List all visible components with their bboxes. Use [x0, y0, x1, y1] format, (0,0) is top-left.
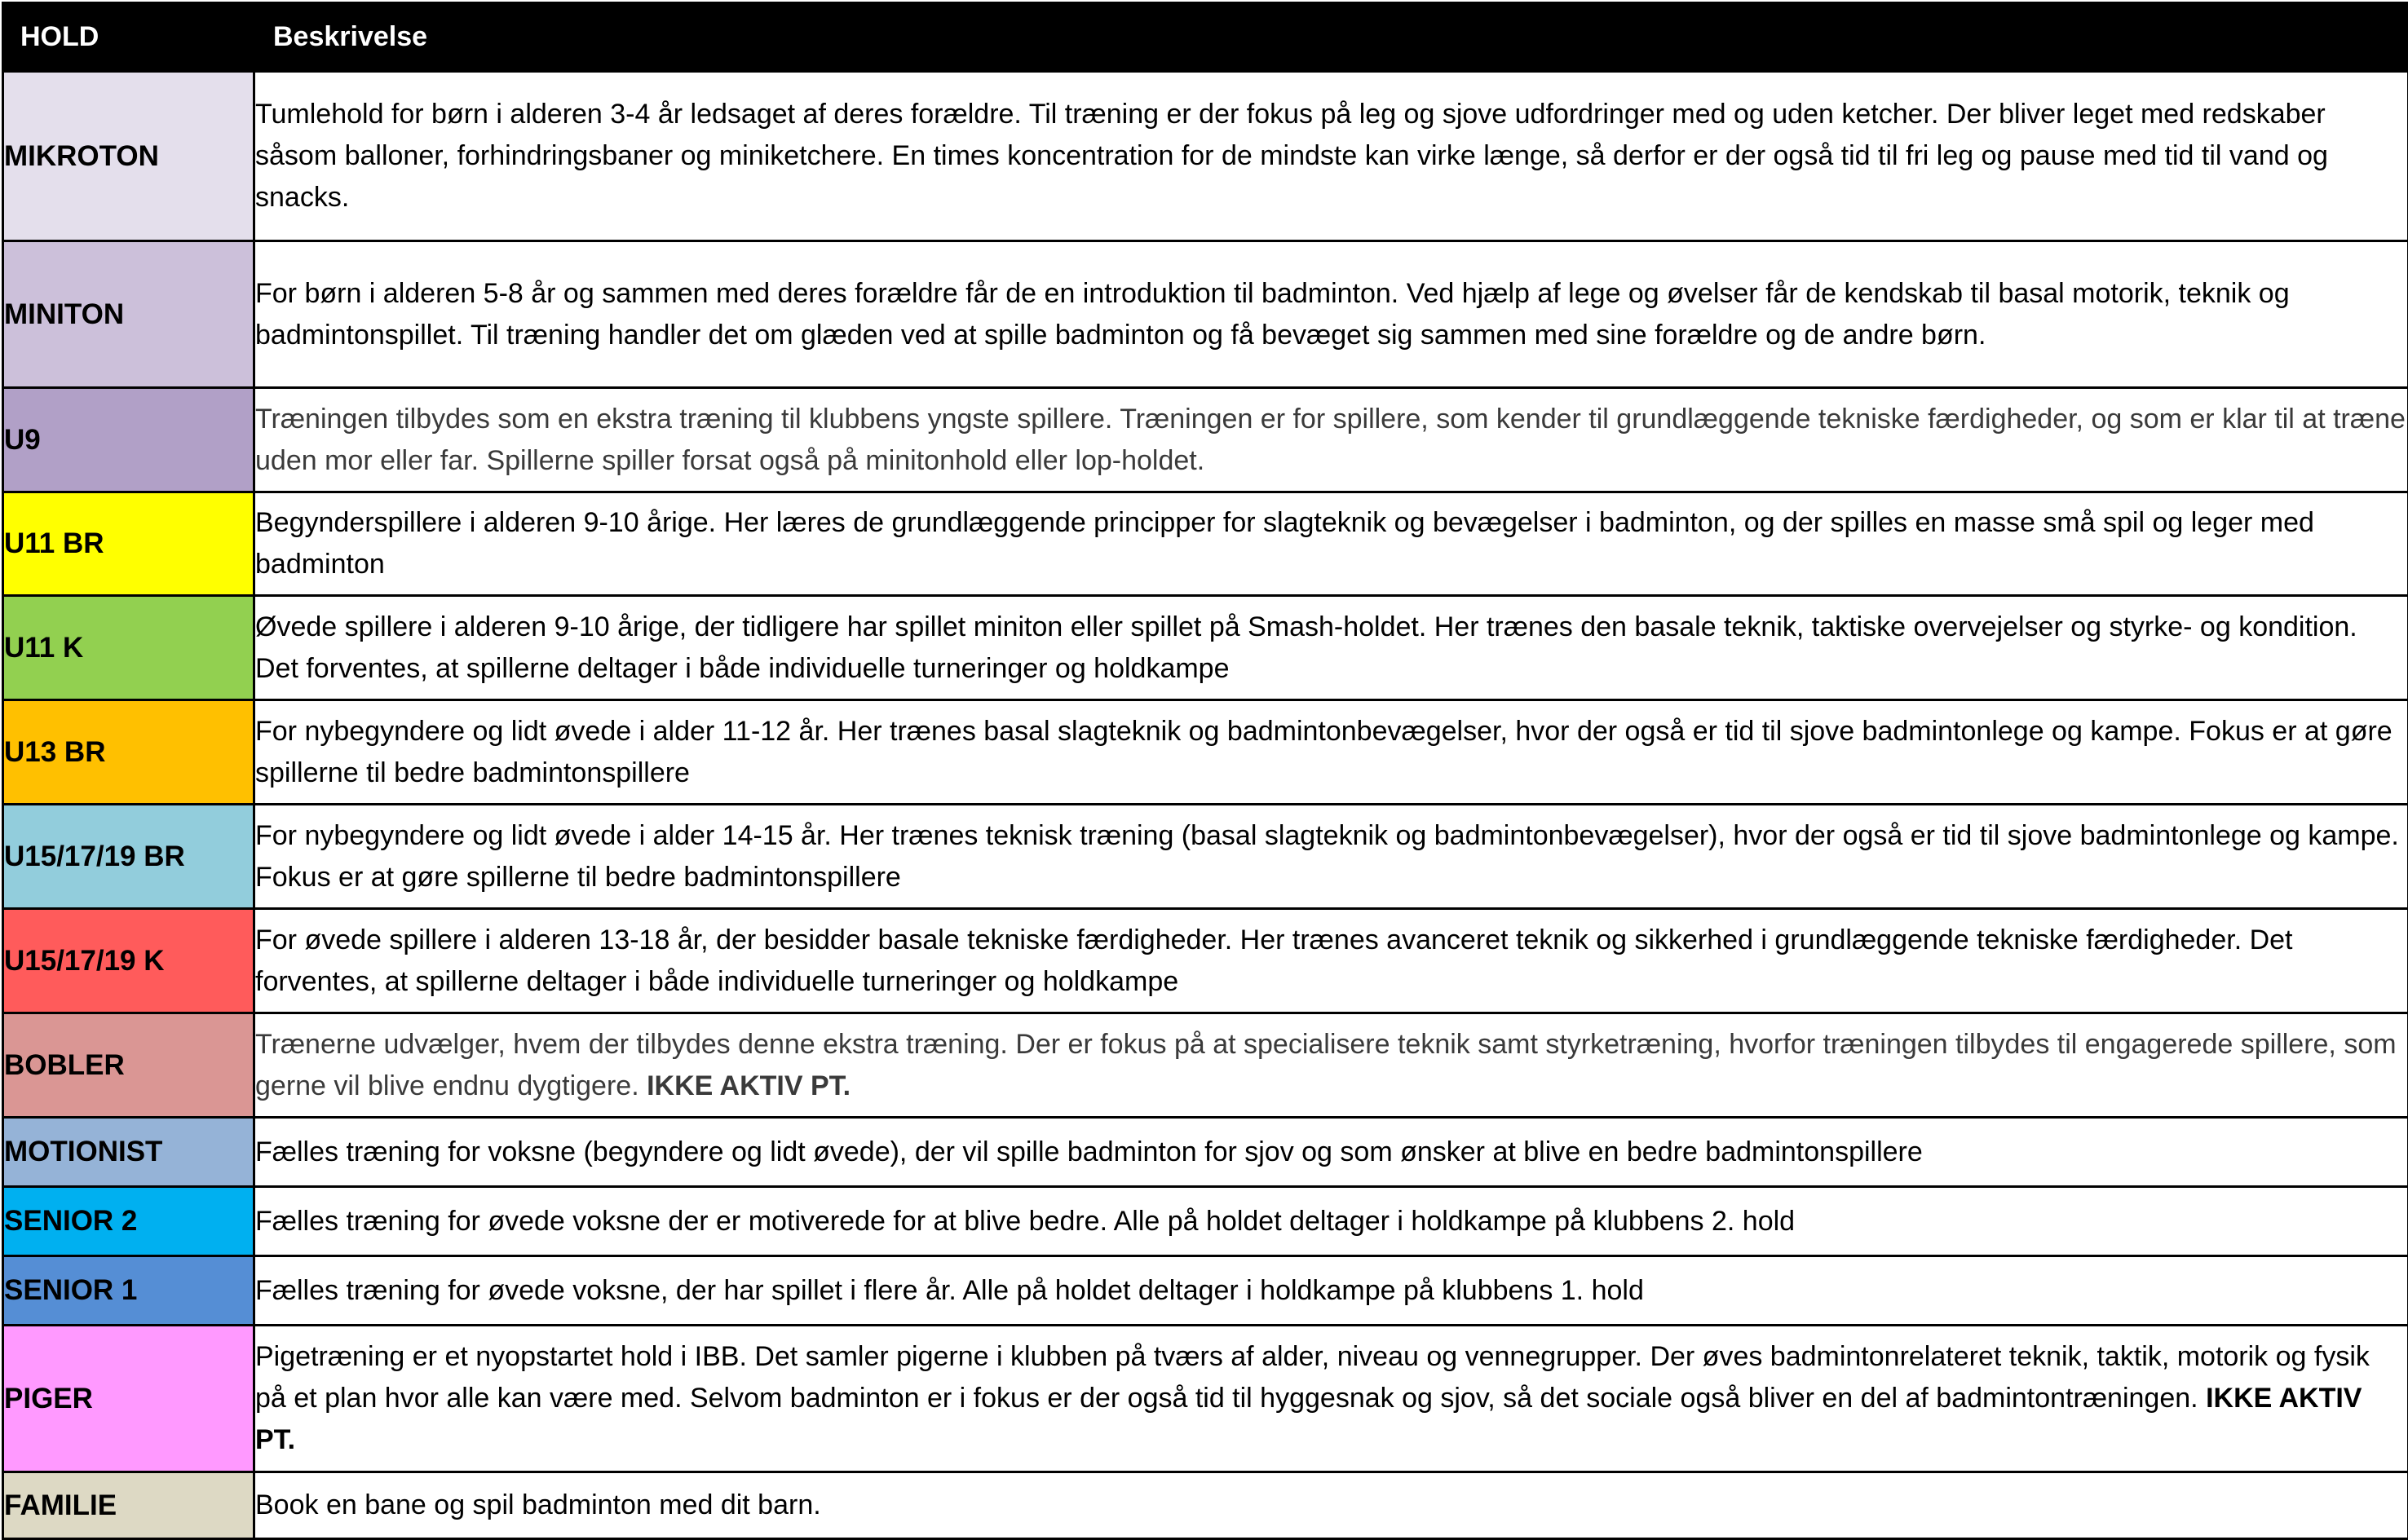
- team-description: [254, 388, 2408, 492]
- team-name: PIGER: [3, 1326, 254, 1472]
- inactive-tag: IKKE AKTIV PT.: [255, 1383, 2362, 1455]
- team-description-text: Book en bane og spil badminton med dit barn.: [255, 1489, 821, 1520]
- team-description: [254, 909, 2408, 1013]
- team-description-text: For nybegyndere og lidt øvede i alder 11-12 år. Her trænes basal slagteknik og badmintonbevægelser, hvor der også er tid til sjove badmintonlege og kampe. Fokus er at gøre spillerne til bedre badmintonspillere: [255, 716, 2393, 788]
- header-description: Beskrivelse: [254, 3, 2408, 72]
- team-description: [254, 1472, 2408, 1539]
- team-description-text: Øvede spillere i alderen 9-10 årige, der tidligere har spillet miniton eller spillet på Smash-holdet. Her trænes den basale teknik, taktiske overvejelser og styrke- og kondition. Det forventes, at spillerne deltager i både individuelle turneringer og holdkampe: [255, 611, 2357, 684]
- team-name: U9: [3, 388, 254, 492]
- team-row: [3, 1472, 2408, 1539]
- team-row: [3, 805, 2408, 909]
- team-row: [3, 72, 2408, 241]
- team-name: U11 BR: [3, 492, 254, 596]
- team-description-text: For nybegyndere og lidt øvede i alder 14-15 år. Her trænes teknisk træning (basal slagteknik og badmintonbevægelser), hvor der også er tid til sjove badmintonlege og kampe. Fokus er at gøre spillerne til bedre badmintonspillere: [255, 820, 2399, 893]
- header-hold: HOLD: [3, 3, 254, 72]
- team-row: [3, 700, 2408, 805]
- team-name: U13 BR: [3, 700, 254, 805]
- team-description: [254, 700, 2408, 805]
- team-description-text: For børn i alderen 5-8 år og sammen med deres forældre får de en introduktion til badminton. Ved hjælp af lege og øvelser får de kendskab til basal motorik, teknik og badmintonspillet. Til træning handler det om glæden ved at spille badminton og få bevæget sig sammen med sine forældre og de andre børn.: [255, 278, 2290, 351]
- team-description: [254, 1187, 2408, 1256]
- team-table: [2, 2, 2408, 1540]
- team-row: [3, 909, 2408, 1013]
- team-row: [3, 1326, 2408, 1472]
- team-description-text: Træningen tilbydes som en ekstra træning til klubbens yngste spillere. Træningen er for spillere, som kender til grundlæggende tekniske færdigheder, og som er klar til at træne uden mor eller far. Spillerne spiller forsat også på minitonhold eller lop-holdet.: [255, 404, 2406, 476]
- team-name: U11 K: [3, 596, 254, 700]
- team-row: [3, 241, 2408, 388]
- team-description: [254, 1013, 2408, 1118]
- team-description: [254, 1326, 2408, 1472]
- team-description: [254, 1118, 2408, 1187]
- team-description-text: For øvede spillere i alderen 13-18 år, der besidder basale tekniske færdigheder. Her trænes avanceret teknik og sikkerhed i grundlæggende tekniske færdigheder. Det forventes, at spillerne deltager i både individuelle turneringer og holdkampe: [255, 924, 2293, 997]
- team-name: BOBLER: [3, 1013, 254, 1118]
- team-description-text: Fælles træning for øvede voksne, der har spillet i flere år. Alle på holdet deltager i holdkampe på klubbens 1. hold: [255, 1275, 1644, 1306]
- team-description-text: Fælles træning for voksne (begyndere og lidt øvede), der vil spille badminton for sjov og som ønsker at blive en bedre badmintonspillere: [255, 1136, 1923, 1167]
- header-row: [3, 3, 2408, 72]
- team-row: [3, 388, 2408, 492]
- team-name: U15/17/19 BR: [3, 805, 254, 909]
- team-row: [3, 492, 2408, 596]
- team-description: [254, 72, 2408, 241]
- team-row: [3, 1013, 2408, 1118]
- team-name: U15/17/19 K: [3, 909, 254, 1013]
- team-name: SENIOR 1: [3, 1256, 254, 1326]
- team-description-text: Trænerne udvælger, hvem der tilbydes denne ekstra træning. Der er fokus på at specialisere teknik samt styrketræning, hvorfor træningen tilbydes til engagerede spillere, som gerne vil blive endnu dygtigere.: [255, 1029, 2397, 1101]
- inactive-tag: IKKE AKTIV PT.: [647, 1070, 851, 1101]
- team-description: [254, 241, 2408, 388]
- team-description: [254, 1256, 2408, 1326]
- team-description-text: Fælles træning for øvede voksne der er motiverede for at blive bedre. Alle på holdet deltager i holdkampe på klubbens 2. hold: [255, 1206, 1795, 1237]
- team-description-text: Begynderspillere i alderen 9-10 årige. Her læres de grundlæggende principper for slagteknik og bevægelser i badminton, og der spilles en masse små spil og leger med badminton: [255, 507, 2314, 580]
- team-name: MIKROTON: [3, 72, 254, 241]
- team-name: MINITON: [3, 241, 254, 388]
- team-description: [254, 596, 2408, 700]
- team-description: [254, 805, 2408, 909]
- team-name: FAMILIE: [3, 1472, 254, 1539]
- team-row: [3, 1187, 2408, 1256]
- team-row: [3, 596, 2408, 700]
- team-description: [254, 492, 2408, 596]
- team-description-text: Pigetræning er et nyopstartet hold i IBB. Det samler pigerne i klubben på tværs af alder, niveau og vennegrupper. Der øves badmintonrelateret teknik, taktik, motorik og fysik på et plan hvor alle kan være med. Selvom badminton er i fokus er der også tid til hyggesnak og sjov, så det sociale også bliver en del af badmintontræningen.: [255, 1341, 2370, 1414]
- team-description-text: Tumlehold for børn i alderen 3-4 år ledsaget af deres forældre. Til træning er der fokus på leg og sjove udfordringer med og uden ketcher. Der bliver leget med redskaber såsom balloner, forhindringsbaner og miniketchere. En times koncentration for de mindste kan virke længe, så derfor er der også tid til fri leg og pause med tid til vand og snacks.: [255, 99, 2328, 213]
- team-name: MOTIONIST: [3, 1118, 254, 1187]
- team-row: [3, 1256, 2408, 1326]
- team-row: [3, 1118, 2408, 1187]
- team-rows: [3, 72, 2408, 1539]
- team-name: SENIOR 2: [3, 1187, 254, 1256]
